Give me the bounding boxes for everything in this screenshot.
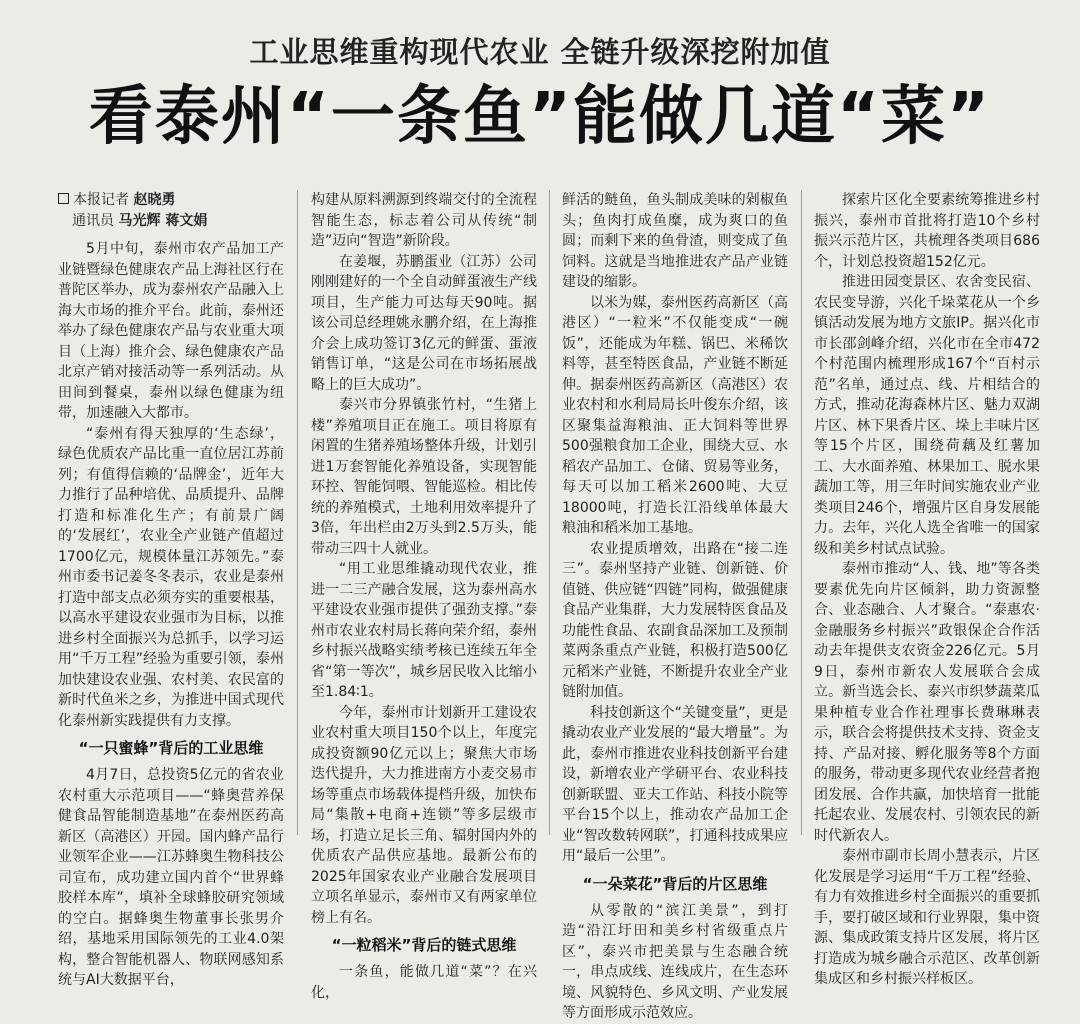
paragraph: 以米为媒，泰州医药高新区（高港区）“一粒米”不仅能变成“一碗饭”，还能成为年糕、锅巴、米稀饮料等，甚至特医食品，产业链不断延伸。据泰州医药高新区（高港区）农业农村和水利局局长叶俊东介绍，该区聚集益海粮油、正大饲料等世界500强粮食加工企业，围绕大豆、水稻农产品加工、仓储、贸易等业务，每天可以加工稻米2600吨、大豆18000吨，打造长江沿线单体最大粮油和稻米加工基地。 [562, 294, 788, 536]
paragraph: 5月中旬，泰州市农产品加工产业链暨绿色健康农产品上海社区行在普陀区举办，成为泰州农产品融入上海大市场的推介平台。此前，泰州还举办了绿色健康农产品与农业重大项目（上海）推介会、绿色健康农产品北京产销对接活动等一系列活动。从田间到餐桌，泰州以绿色健康为纽带，加速融入大都市。 [58, 241, 284, 421]
correspondent-prefix: 通讯员 [72, 212, 114, 229]
section-heading-flower: “一朵菜花”背后的片区思维 [582, 874, 768, 893]
paragraph: 科技创新这个“关键变量”，更是撬动农业产业发展的“最大增量”。为此，泰州市推进农业科技创新平台建设，新增农业产学研平台、农业科技创新联盟、亚夫工作站、科技小院等平台15个以上，推动农产品加工企业“智改数转网联”，打通科技成果应用“最后一公里”。 [562, 704, 788, 864]
article-column-4 [814, 190, 1040, 987]
paragraph: 农业提质增效，出路在“接二连三”。泰州坚持产业链、创新链、价值链、供应链“四链”同构，做强健康食品产业集群，大力发展特医食品及功能性食品、农副食品深加工及预制菜两条重点产业链，积极打造500亿元稻米产业链，不断提升农业全产业链附加值。 [562, 540, 788, 700]
column-divider [297, 190, 298, 835]
paragraph: 从零散的“滨江美景”，到打造“沿江圩田和美乡村省级重点片区”，泰兴市把美景与生态融合统一，串点成线、连线成片，在生态环境、风貌特色、乡风文明、产业发展等方面形成示范效应。 [562, 902, 788, 1021]
article-column-2 [311, 190, 537, 1001]
article-column-1 [58, 190, 284, 988]
paragraph: 构建从原料溯源到终端交付的全流程智能生态，标志着公司从传统“制造”迈向“智造”新阶段。 [311, 192, 537, 249]
column-divider [801, 190, 802, 835]
paragraph: 泰兴市分界镇张竹村，“生猪上楼”养殖项目正在施工。项目将原有闲置的生猪养殖场整体升级，计划引进1万套智能化养殖设备，实现智能环控、智能饲喂、智能巡检。相比传统的养殖模式，土地利用效率提升了3倍，年出栏由2万头到2.5万头，能带动三四十人就业。 [311, 397, 537, 557]
byline-reporter [58, 190, 284, 211]
article-subtitle: 工业思维重构现代农业 全链升级深挖附加值 [249, 35, 831, 69]
paragraph: 4月7日，总投资5亿元的省农业农村重大示范项目——“蜂奥营养保健食品智能制造基地”在泰州医药高新区（高港区）开园。国内蜂产品行业领军企业——江苏蜂奥生物科技公司宣布，成功建立国内首个“世界蜂胶样本库”，填补全球蜂胶研究领域的空白。据蜂奥生物董事长张男介绍，基地采用国际领先的工业4.0架构，整合智能机器人、物联网感知系统与AI大数据平台， [58, 767, 284, 988]
paragraph: 推进田园变景区、农舍变民宿、农民变导游，兴化千垛菜花从一个乡镇活动发展为地方文旅IP。据兴化市市长邵剑峰介绍，兴化市在全市472个村范围内梳理形成167个“百村示范”名单，通过点、线、片相结合的方式，推动花海森林片区、魅力双湖片区、林下果香片区、垛上丰味片区等15个片区，围绕荷藕及红薯加工、大水面养殖、林果加工、脱水果蔬加工等，用三年时间实施农业产业类项目246个，增强片区自身发展能力。去年，兴化人选全省唯一的国家级和美乡村试点试验。 [814, 274, 1040, 557]
paragraph: 泰州市推动“人、钱、地”等各类要素优先向片区倾斜，助力资源整合、业态融合、人才聚合。“泰惠农·金融服务乡村振兴”政银保企合作活动去年提供支农资金226亿元。5月9日，泰州市新农人发展联合会成立。新当选会长、泰兴市织梦蔬菜瓜果种植专业合作社理事长费琳琳表示，联合会将提供技术支持、资金支持、产品对接、孵化服务等8个方面的服务，带动更多现代农业经营者抱团发展、合作共赢，加快培育一批能托起农业、发展农村、引领农民的新时代新农人。 [814, 561, 1040, 844]
byline-correspondents [58, 211, 284, 232]
paragraph: 一条鱼，能做几道“菜”？在兴化， [311, 964, 537, 1001]
section-heading-bee: “一只蜜蜂”背后的工业思维 [78, 739, 264, 757]
reporter-name: 赵晓勇 [133, 192, 176, 208]
reporter-prefix: 本报记者 [73, 192, 129, 208]
paragraph: “泰州有得天独厚的‘生态绿’，绿色优质农产品比重一直位居江苏前列；有值得信赖的‘品牌金’，近年大力推行了品种培优、品质提升、品牌打造和标准化生产；有前景广阔的‘发展红’，农业全产业链产值超过1700亿元，规模体量江苏领先。”泰州市委书记姜冬冬表示，农业是泰州打造中部支点必须夯实的重要根基，以高水平建设农业强市为目标，以推进乡村全面振兴为总抓手，以学习运用“千万工程”经验为重要引领，泰州加快建设农业强、农村美、农民富的新时代鱼米之乡，为推进中国式现代化泰州新实践提供有力支撑。 [58, 425, 284, 729]
column-divider [549, 190, 550, 835]
paragraph: 鲜活的鲢鱼，鱼头制成美味的剁椒鱼头；鱼肉打成鱼糜，成为爽口的鱼圆；而剩下来的鱼骨渣，则变成了鱼饲料。这就是当地推进农产品产业链建设的缩影。 [562, 192, 788, 290]
byline [58, 190, 284, 231]
paragraph: 泰州市副市长周小慧表示，片区化发展是学习运用“千万工程”经验、有力有效推进乡村全面振兴的重要抓手，要打破区域和行业界限，集中资源、集成政策支持片区发展，将片区打造成为城乡融合示范区、改革创新集成区和乡村振兴样板区。 [814, 848, 1040, 987]
paragraph: 今年，泰州市计划新开工建设农业农村重大项目150个以上，年度完成投资额90亿元以上；聚焦大市场迭代提升，大力推进南方小麦交易市场等重点市场载体提档升级，加快布局“集散+电商+连锁”等多层级市场，打造立足长三角、辐射国内外的优质农产品供应基地。最新公布的2025年国家农业产业融合发展项目立项名单显示，泰州市又有两家单位榜上有名。 [311, 704, 537, 926]
paragraph: 在姜堰，苏鹏蛋业（江苏）公司刚刚建好的一个全自动鲜蛋液生产线项目，生产能力可达每天90吨。据该公司总经理姚永鹏介绍，在上海推介会上成功签订3亿元的鲜蛋、蛋液销售订单，“这是公司在市场拓展战略上的巨大成功”。 [311, 253, 537, 393]
paragraph: 探索片区化全要素统筹推进乡村振兴，泰州市首批将打造10个乡村振兴示范片区，共梳理各类项目686个，计划总投资超152亿元。 [814, 192, 1040, 270]
paragraph: “用工业思维撬动现代农业，推进一二三产融合发展，这为泰州高水平建设农业强市提供了强劲支撑。”泰州市农业农村局长蒋向荣介绍，泰州乡村振兴战略实绩考核已连续五年全省“第一等次”，城乡居民收入比缩小至1.84∶1。 [311, 561, 537, 700]
section-heading-rice: “一粒稻米”背后的链式思维 [331, 936, 517, 954]
article-column-3 [562, 190, 788, 1021]
square-box-icon [58, 193, 69, 204]
article-headline: 看泰州“一条鱼”能做几道“菜” [88, 80, 992, 154]
correspondent-names: 马光辉 蒋文娟 [118, 212, 208, 229]
